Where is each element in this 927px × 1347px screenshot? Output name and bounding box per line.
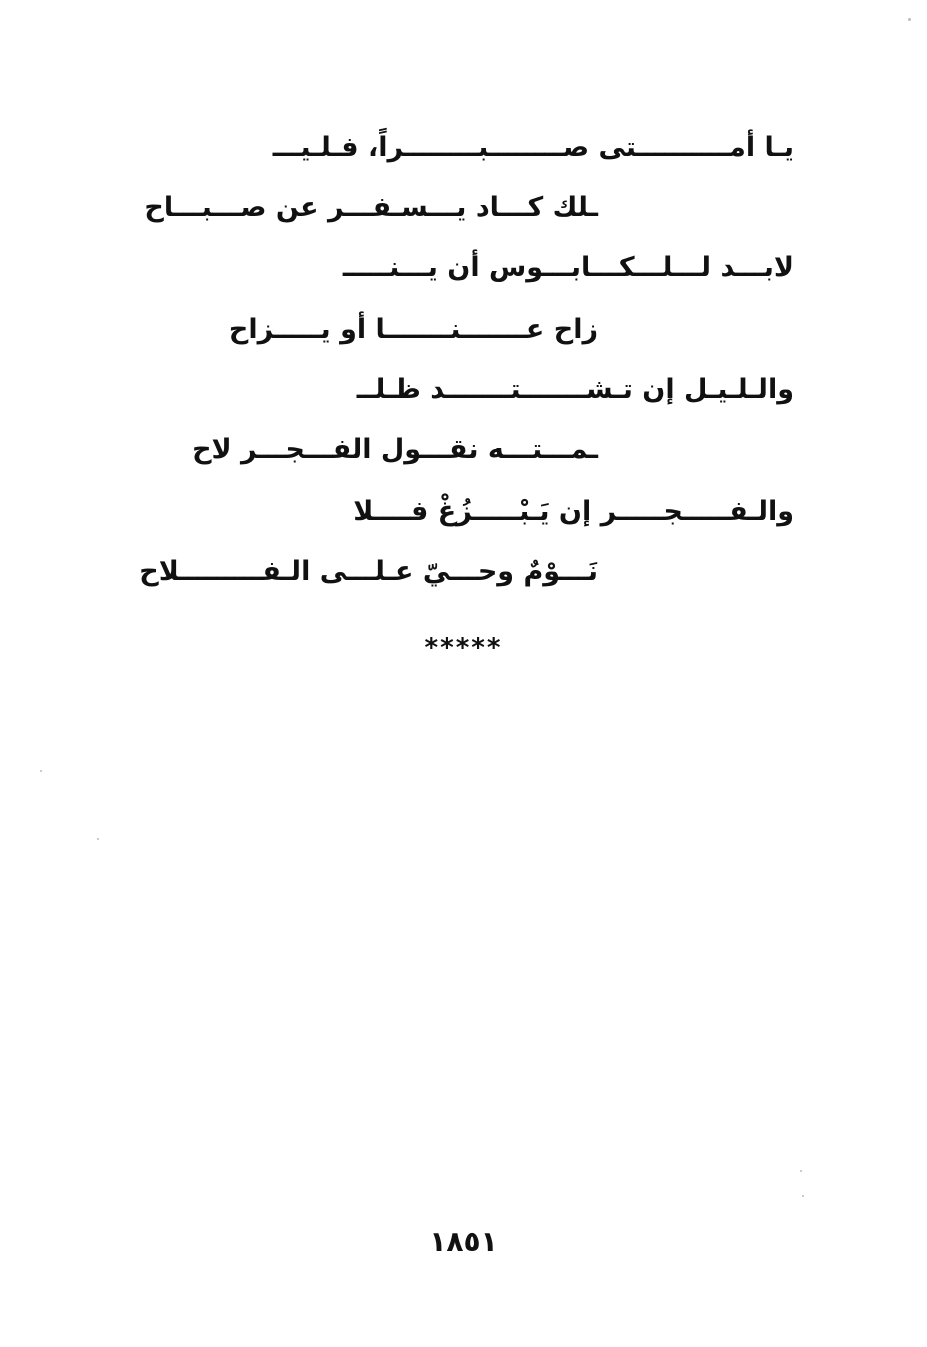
poem-line-5: والـلـيـل إن تـشـــــــتـــــــد ظـلــ <box>356 374 794 405</box>
poem-line-6: ـمـــتـــه نقـــول الفـــجـــر لاح <box>192 434 598 465</box>
scan-speck <box>40 770 42 772</box>
scan-speck <box>802 1195 804 1197</box>
scan-speck <box>908 18 911 21</box>
section-separator: ***** <box>424 633 503 663</box>
scan-speck <box>800 1170 802 1172</box>
poem-line-8: نَـــوْمٌ وحـــيّ عـلـــى الـفـــــــــلاح <box>139 556 598 587</box>
scan-speck <box>97 838 99 840</box>
page-number: ١٨٥١ <box>429 1225 498 1258</box>
poem-line-4: زاح عـــــــنـــــــا أو يـــــزاح <box>228 314 598 345</box>
poem-line-3: لابـــد لـــلـــكـــابـــوس أن يـــنـــــ <box>342 252 794 283</box>
poem-line-2: ـلك كـــاد يـــسـفـــر عن صـــبـــاح <box>144 192 598 223</box>
poem-line-7: والـفـــــجـــــر إن يَـبْـــــزُغْ فــــلا <box>353 496 794 527</box>
poem-line-1: يـا أمــــــــــتى صــــــــبــــــــراً، فـلـيـــ <box>272 132 794 163</box>
